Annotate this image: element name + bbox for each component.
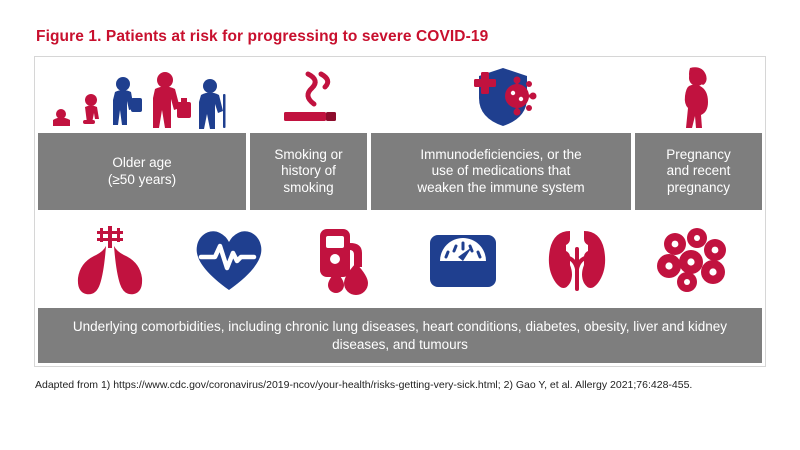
risk-column-pregnancy xyxy=(635,60,762,210)
heart-pulse-icon xyxy=(191,224,267,294)
weight-scale-icon xyxy=(424,223,502,295)
risk-factors-panel xyxy=(34,56,766,367)
risk-column-immunodeficiency xyxy=(371,60,631,210)
comorbidity-line-1: Underlying comorbidities, including chronic lung diseases, heart conditions, xyxy=(72,319,522,334)
smoking-line-1: Smoking or xyxy=(274,146,343,162)
glucose-meter-blood-drop-icon xyxy=(306,223,386,295)
pregnancy-line-1: Pregnancy xyxy=(666,146,731,162)
pregnant-woman-icon xyxy=(635,60,762,133)
comorbidity-line-2: diabetes, obesity, liver and kidney diseases, and tumours xyxy=(332,319,728,352)
pregnancy-line-3: pregnancy xyxy=(666,179,731,195)
comorbidity-label xyxy=(38,308,762,363)
immuno-line-3: weaken the immune system xyxy=(417,179,585,195)
older-age-line-1: Older age xyxy=(112,155,172,171)
risk-label-smoking xyxy=(250,133,367,210)
risk-label-pregnancy xyxy=(635,133,762,210)
risk-label-immunodeficiency xyxy=(371,133,631,210)
risk-column-smoking xyxy=(250,60,367,210)
risk-column-older-age xyxy=(38,60,246,210)
kidneys-icon xyxy=(540,223,614,295)
shield-virus-medical-icon xyxy=(371,60,631,133)
smoking-line-2: history of xyxy=(281,163,336,179)
tumour-cells-icon xyxy=(653,224,733,294)
immuno-line-1: Immunodeficiencies, or the xyxy=(420,146,582,162)
risk-label-older-age xyxy=(38,133,246,210)
comorbidity-icon-row xyxy=(38,214,762,304)
immuno-line-2: use of medications that xyxy=(431,163,571,179)
smoking-line-3: smoking xyxy=(283,179,334,195)
lungs-icon xyxy=(67,222,153,296)
aging-people-icon xyxy=(38,60,246,133)
pregnancy-line-2: and recent xyxy=(666,163,731,179)
top-risk-row xyxy=(38,60,762,210)
older-age-line-2: (≥50 years) xyxy=(107,171,177,187)
figure-footnote: Adapted from 1) https://www.cdc.gov/coronavirus/2019-ncov/your-health/risks-getting-very-sick.html; 2) Gao Y, et al. Allergy 2021;76:428-455. xyxy=(35,379,693,392)
cigarette-smoke-icon xyxy=(250,60,367,133)
figure-title: Figure 1. Patients at risk for progressing to severe COVID-19 xyxy=(36,28,489,45)
